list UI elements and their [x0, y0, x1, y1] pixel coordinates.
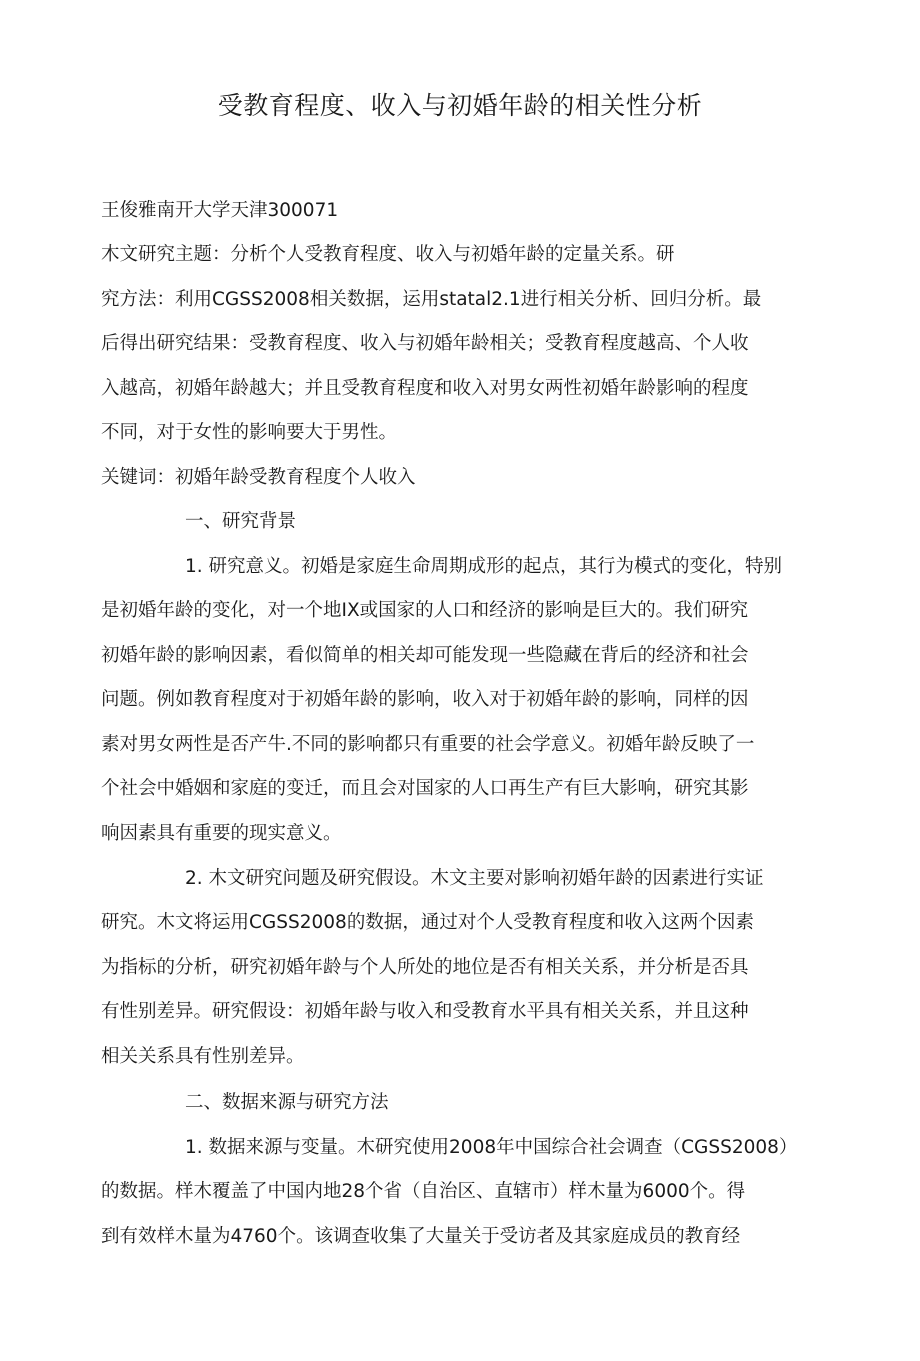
paragraph-line: 研究。木文将运用CGSS2008的数据，通过对个人受教育程度和收入这两个因素: [101, 912, 754, 933]
paragraph-line: 有性别差异。研究假设：初婚年龄与收入和受教育水平具有相关关系，并且这种: [101, 1001, 749, 1022]
paragraph-line: 1. 数据来源与变量。木研究使用2008年中国综合社会调查（CGSS2008）: [185, 1137, 798, 1158]
paragraph-line: 是初婚年龄的变化，对一个地IX或国家的人口和经济的影响是巨大的。我们研究: [101, 600, 749, 621]
paragraph-line: 个社会中婚姻和家庭的变迁，而且会对国家的人口再生产有巨大影响，研究其影: [101, 778, 749, 799]
section-heading: 二、数据来源与研究方法: [185, 1092, 389, 1113]
keywords-line: 关键词：初婚年龄受教育程度个人收入: [101, 467, 416, 488]
abstract-line: 究方法：利用CGSS2008相关数据，运用statal2.1进行相关分析、回归分析。最: [101, 289, 762, 310]
abstract-line: 入越高，初婚年龄越大；并且受教育程度和收入对男女两性初婚年龄影响的程度: [101, 378, 749, 399]
abstract-line: 木文研究主题：分析个人受教育程度、收入与初婚年龄的定量关系。研: [101, 244, 675, 265]
section-heading: 一、研究背景: [185, 511, 297, 532]
paragraph-line: 问题。例如教育程度对于初婚年龄的影响，收入对于初婚年龄的影响，同样的因: [101, 689, 749, 710]
paragraph-line: 1. 研究意义。初婚是家庭生命周期成形的起点，其行为模式的变化，特别: [185, 556, 783, 577]
author-line: 王俊雅南开大学天津300071: [101, 200, 339, 221]
paragraph-line: 到有效样木量为4760个。该调查收集了大量关于受访者及其家庭成员的教育经: [101, 1226, 741, 1247]
paragraph-line: 2. 木文研究问题及研究假设。木文主要对影响初婚年龄的因素进行实证: [185, 868, 764, 889]
paragraph-line: 的数据。样木覆盖了中国内地28个省（自治区、直辖市）样木量为6000个。得: [101, 1181, 746, 1202]
abstract-line: 不同，对于女性的影响要大于男性。: [101, 422, 398, 443]
paragraph-line: 响因素具有重要的现实意义。: [101, 823, 342, 844]
paragraph-line: 素对男女两性是否产牛.不同的影响都只有重要的社会学意义。初婚年龄反映了一: [101, 734, 755, 755]
paragraph-line: 为指标的分析，研究初婚年龄与个人所处的地位是否有相关关系，并分析是否具: [101, 957, 749, 978]
paragraph-line: 相关关系具有性别差异。: [101, 1046, 305, 1067]
paragraph-line: 初婚年龄的影响因素，看似简单的相关却可能发现一些隐藏在背后的经济和社会: [101, 645, 749, 666]
document-title: 受教育程度、收入与初婚年龄的相关性分析: [217, 91, 703, 120]
abstract-line: 后得出研究结果：受教育程度、收入与初婚年龄相关；受教育程度越高、个人收: [101, 333, 749, 354]
